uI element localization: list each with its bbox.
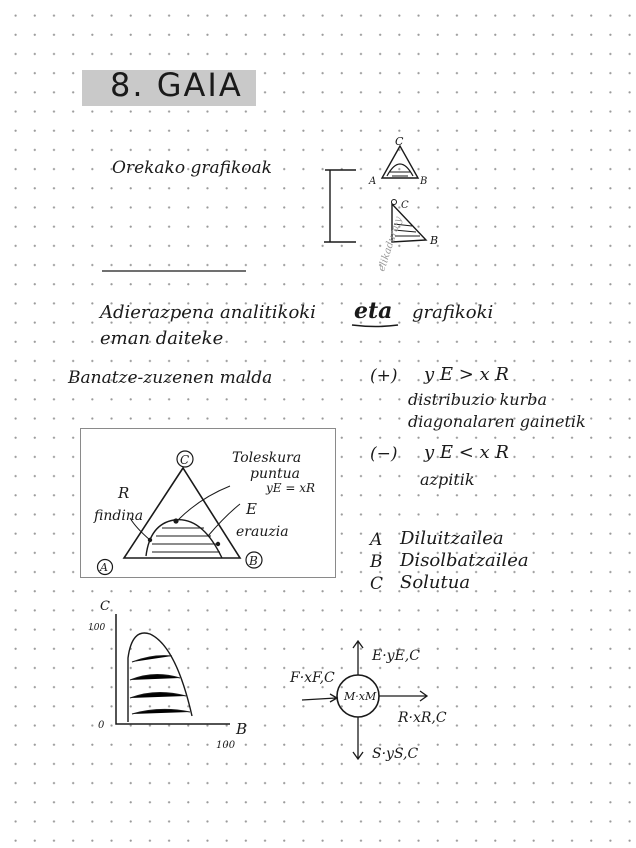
graph-x-axis: B xyxy=(236,720,248,738)
tri-top-b: B xyxy=(420,176,428,187)
tri-right-b: B xyxy=(430,234,439,247)
grafikoak-axis-label: elikadura-y xyxy=(376,215,405,273)
extract-arrow xyxy=(353,641,363,675)
graph-y-axis: C xyxy=(100,599,110,614)
adierazpena-line1a: Adierazpena analitikoki xyxy=(100,302,316,323)
legend-b-word: Disolbatzailea xyxy=(400,550,529,571)
adierazpena-line1b: grafikoki xyxy=(412,302,494,323)
banatze-plus-desc2: diagonalaren gainetik xyxy=(408,412,586,431)
legend-c-letter: C xyxy=(370,574,384,594)
feed-arrow xyxy=(302,694,337,702)
small-triangle-shade xyxy=(390,172,410,176)
tie-lines xyxy=(152,528,220,552)
graph-x-max: 100 xyxy=(216,740,236,751)
diagram-tol1: Toleskura xyxy=(232,450,302,466)
right-triangle-point xyxy=(392,200,397,205)
legend-a-letter: A xyxy=(370,530,383,550)
diagram-tol2: puntua xyxy=(250,466,300,482)
small-triangle-curve xyxy=(387,164,413,176)
mixer-label: M·xM xyxy=(344,690,377,703)
diagram-tol3: yE = xR xyxy=(266,481,316,495)
composition-graph xyxy=(80,596,280,756)
vertex-a: A xyxy=(100,561,108,574)
raffinate-arrow xyxy=(379,691,427,701)
plait-point xyxy=(173,518,178,523)
banatze-minus-sign: (−) xyxy=(370,444,398,464)
extract-label: E·yE,C xyxy=(372,648,420,664)
vertex-c: C xyxy=(180,453,190,467)
tri-right-c: C xyxy=(401,200,409,211)
grafikoak-sketch xyxy=(300,130,460,273)
separator-line xyxy=(100,268,250,274)
banatze-label: Banatze-zuzenen malda xyxy=(68,368,273,388)
legend-a-word: Diluitzailea xyxy=(400,528,504,549)
banatze-minus-desc: azpitik xyxy=(420,470,475,489)
graph-hatch xyxy=(130,656,190,714)
graph-origin: 0 xyxy=(98,720,105,731)
graph-axes xyxy=(116,614,230,724)
page-title: 8. GAIA xyxy=(110,66,243,104)
banatze-plus-rel: y E > x R xyxy=(424,364,509,385)
adierazpena-eta: eta xyxy=(354,298,393,324)
bracket-line xyxy=(324,170,356,242)
curve-point-right xyxy=(216,542,220,546)
diagram-r-desc: findina xyxy=(94,508,144,524)
eta-underline xyxy=(350,322,402,330)
adierazpena-line2: eman daiteke xyxy=(100,328,224,349)
solvent-arrow xyxy=(353,717,363,759)
raffinate-label: R·xR,C xyxy=(398,710,447,726)
solvent-label: S·yS,C xyxy=(372,746,419,762)
legend-b-letter: B xyxy=(370,552,383,572)
mass-balance xyxy=(286,630,476,776)
plait-leader xyxy=(178,486,230,520)
vertex-b: B xyxy=(249,554,258,568)
tri-top-c: C xyxy=(395,135,404,148)
diagram-r: R xyxy=(118,484,130,502)
grafikoak-label: Orekako grafikoak xyxy=(112,158,272,178)
banatze-plus-sign: (+) xyxy=(370,366,398,386)
banatze-plus-desc1: distribuzio kurba xyxy=(408,390,548,409)
graph-y-max: 100 xyxy=(88,623,106,633)
tri-top-a: A xyxy=(369,176,377,187)
legend-c-word: Solutua xyxy=(400,572,471,593)
feed-label: F·xF,C xyxy=(290,670,335,686)
ternary-diagram xyxy=(80,428,336,578)
diagram-e: E xyxy=(246,500,257,518)
diagram-e-desc: erauzia xyxy=(236,524,289,540)
banatze-minus-rel: y E < x R xyxy=(424,442,509,463)
small-triangle xyxy=(382,146,418,178)
